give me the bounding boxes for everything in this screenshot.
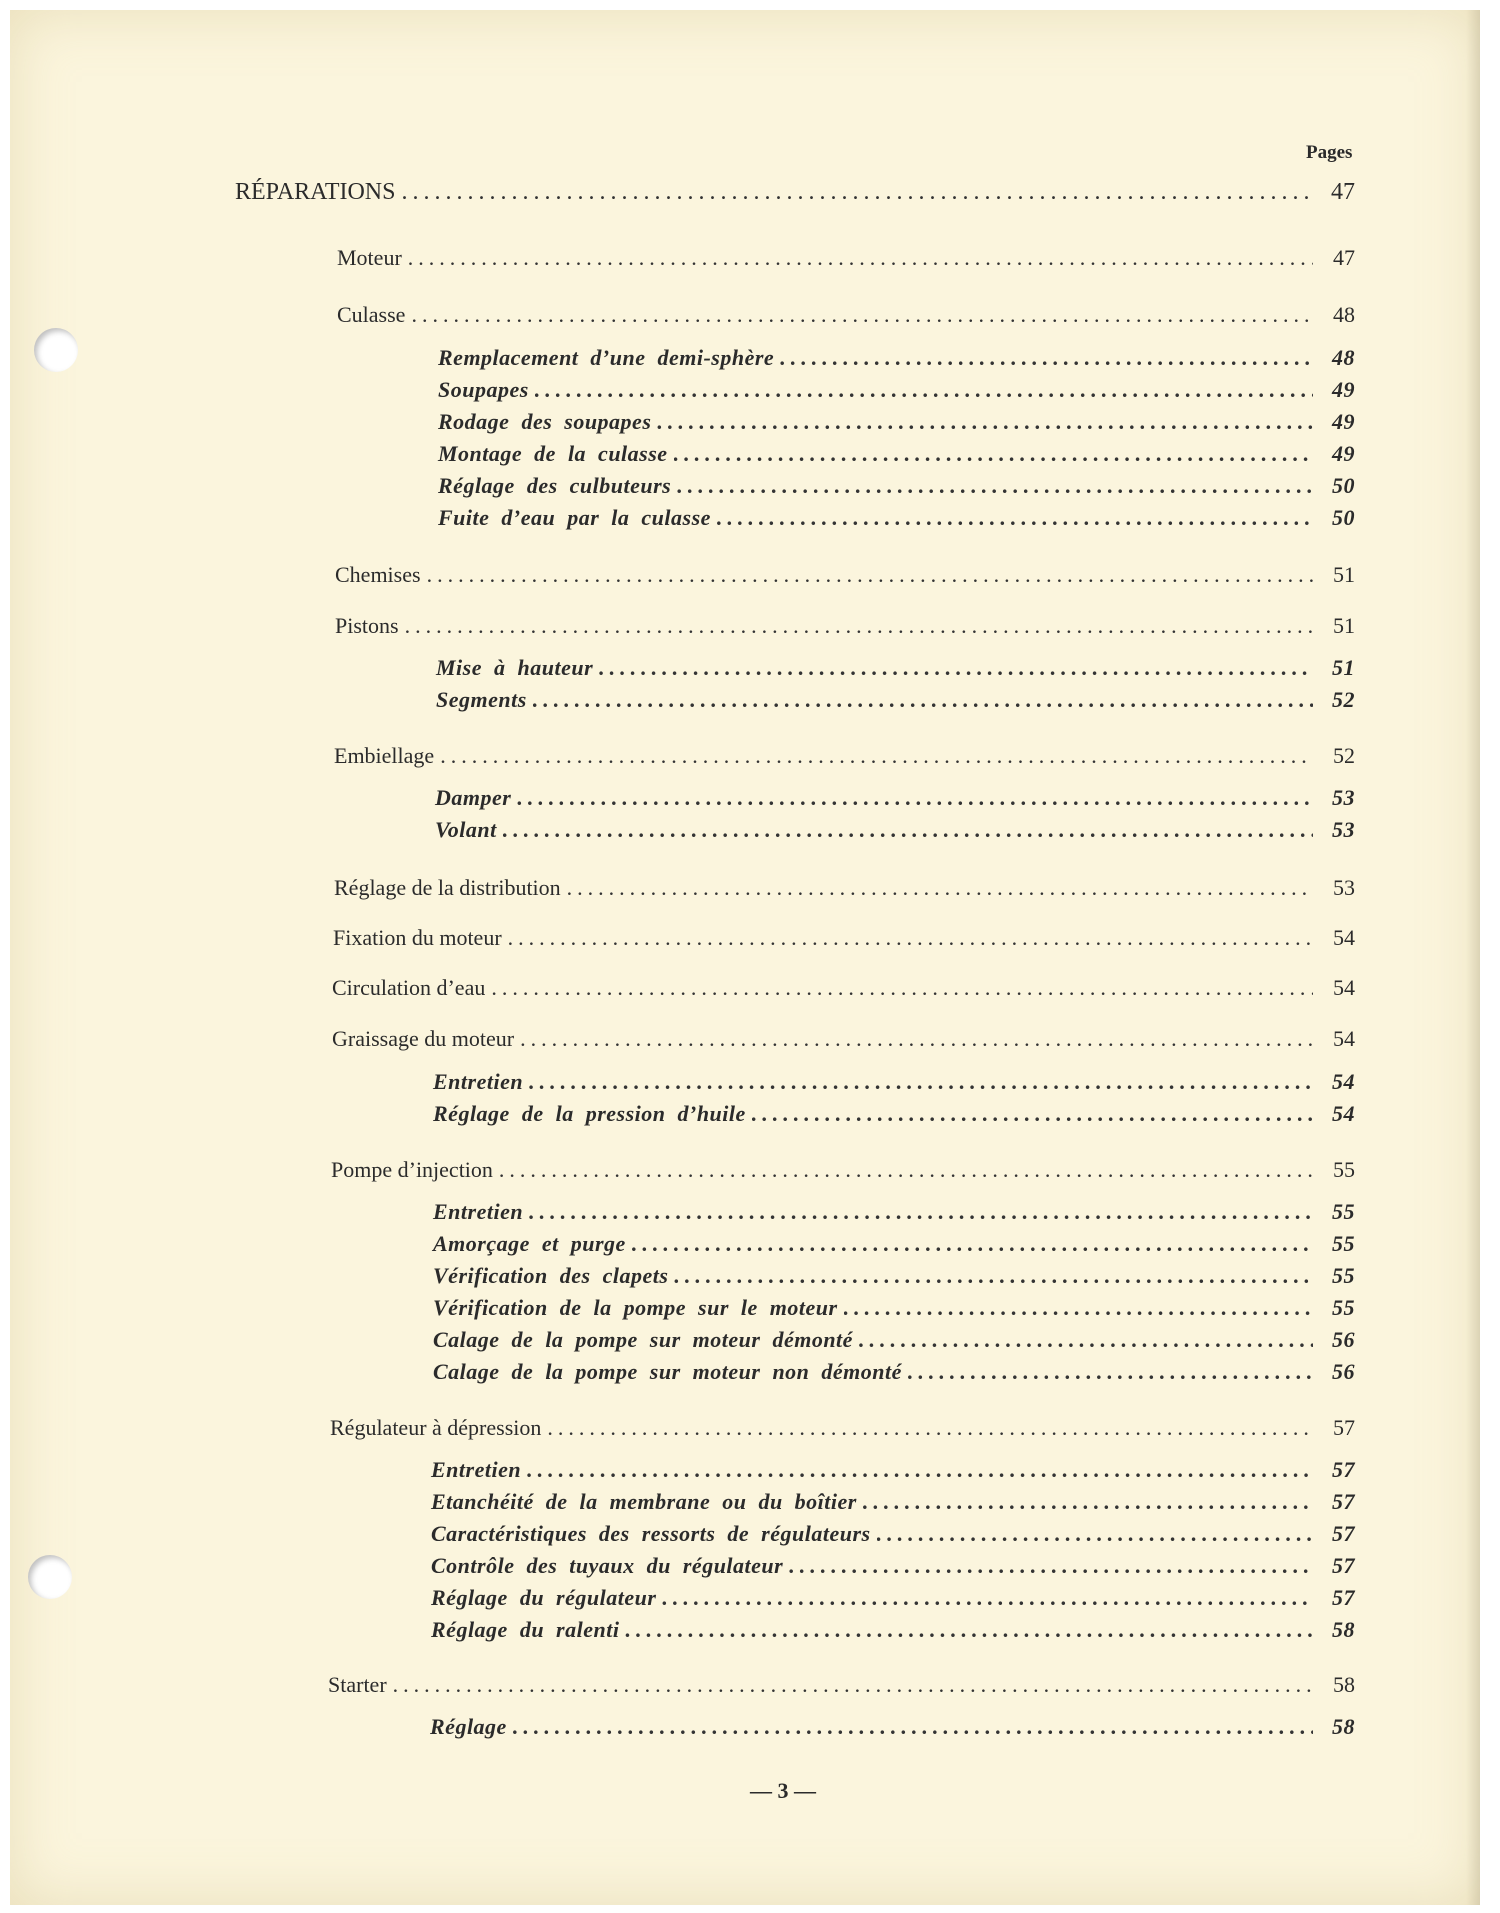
toc-label: Calage de la pompe sur moteur démonté: [433, 1327, 853, 1352]
toc-page-number: 49: [1332, 441, 1355, 466]
dot-leader: [752, 1099, 1313, 1129]
toc-label: Moteur: [337, 245, 402, 270]
toc-page-number: 58: [1332, 1714, 1355, 1739]
page-edge-shadow: [1466, 10, 1480, 1905]
toc-entry-chemises: [335, 560, 1355, 590]
toc-label: Soupapes: [438, 377, 529, 402]
toc-subentry: [431, 1519, 1355, 1549]
toc-page-number: 53: [1332, 785, 1355, 810]
toc-page-number: 50: [1332, 473, 1355, 498]
toc-page-number: 49: [1332, 377, 1355, 402]
toc-label: Graissage du moteur: [332, 1026, 515, 1051]
toc-subentry: [438, 407, 1355, 437]
dot-leader: [599, 653, 1313, 683]
toc-entry-starter: [328, 1670, 1355, 1700]
dot-leader: [513, 1712, 1313, 1742]
toc-label: Remplacement d’une demi-sphère: [438, 345, 775, 370]
dot-leader: [427, 560, 1313, 590]
dot-leader: [529, 1197, 1313, 1227]
toc-label: RÉPARATIONS: [235, 179, 396, 205]
toc-page-number: 47: [1331, 179, 1355, 205]
toc-page-number: 48: [1332, 345, 1355, 370]
toc-label: Vérification de la pompe sur le moteur: [433, 1295, 838, 1320]
toc-page-number: 57: [1333, 1415, 1355, 1440]
toc-label: Circulation d’eau: [332, 975, 486, 1000]
toc-subentry: [438, 375, 1355, 405]
toc-page-number: 57: [1332, 1585, 1355, 1610]
toc-label: Réglage du régulateur: [431, 1585, 657, 1610]
dot-leader: [632, 1229, 1313, 1259]
toc-subentry: [433, 1357, 1355, 1387]
toc-entry-regulateur-depression: [330, 1413, 1355, 1443]
toc-subentry: [431, 1455, 1355, 1485]
dot-leader: [508, 923, 1313, 953]
dot-leader: [662, 1583, 1313, 1613]
toc-label: Fixation du moteur: [333, 925, 502, 950]
dot-leader: [547, 1413, 1313, 1443]
dot-leader: [657, 407, 1313, 437]
toc-subentry: [436, 685, 1355, 715]
toc-subentry: [435, 815, 1355, 845]
dot-leader: [908, 1357, 1313, 1387]
toc-page-number: 54: [1332, 1101, 1355, 1126]
toc-label: Rodage des soupapes: [438, 409, 652, 434]
dot-leader: [411, 300, 1313, 330]
page-number-footer: — 3 —: [750, 1778, 816, 1803]
toc-entry-circulation-eau: [332, 973, 1355, 1003]
dot-leader: [527, 1455, 1313, 1485]
toc-label: Amorçage et purge: [433, 1231, 626, 1256]
toc-subentry: [430, 1712, 1355, 1742]
toc-page-number: 56: [1332, 1359, 1355, 1384]
toc-page-number: 51: [1332, 655, 1355, 680]
dot-leader: [844, 1293, 1313, 1323]
toc-label: Damper: [435, 785, 512, 810]
toc-subentry: [431, 1487, 1355, 1517]
toc-subentry: [438, 343, 1355, 373]
toc-page-number: 54: [1333, 925, 1355, 950]
toc-page-number: 47: [1333, 245, 1355, 270]
dot-leader: [567, 873, 1313, 903]
toc-label: Réglage de la distribution: [334, 875, 561, 900]
toc-label: Mise à hauteur: [436, 655, 594, 680]
dot-leader: [789, 1551, 1313, 1581]
dot-leader: [440, 741, 1313, 771]
toc-page-number: 50: [1332, 505, 1355, 530]
dot-leader: [674, 439, 1313, 469]
dot-leader: [520, 1024, 1313, 1054]
dot-leader: [408, 243, 1313, 273]
toc-page-number: 58: [1333, 1672, 1355, 1697]
dot-leader: [859, 1325, 1313, 1355]
pages-column-header: Pages: [1306, 142, 1353, 163]
dot-leader: [533, 685, 1313, 715]
toc-label: Réglage des culbuteurs: [438, 473, 672, 498]
toc-label: Réglage: [430, 1714, 507, 1739]
toc-label: Pompe d’injection: [331, 1157, 493, 1182]
toc-entry-reglage-distribution: [334, 873, 1355, 903]
toc-page-number: 51: [1333, 562, 1355, 587]
toc-page-number: 57: [1332, 1489, 1355, 1514]
dot-leader: [625, 1615, 1313, 1645]
toc-subentry: [433, 1261, 1355, 1291]
dot-leader: [863, 1487, 1313, 1517]
toc-entry-pompe-injection: [331, 1155, 1355, 1185]
toc-subentry: [438, 439, 1355, 469]
toc-label: Montage de la culasse: [438, 441, 668, 466]
toc-entry-reparations: [235, 177, 1355, 207]
toc-label: Starter: [328, 1672, 387, 1697]
toc-label: Pistons: [335, 613, 399, 638]
dot-leader: [677, 471, 1313, 501]
dot-leader: [517, 783, 1313, 813]
dot-leader: [535, 375, 1313, 405]
dot-leader: [717, 503, 1313, 533]
toc-page-number: 54: [1333, 975, 1355, 1000]
toc-label: Calage de la pompe sur moteur non démonté: [433, 1359, 902, 1384]
toc-page-number: 52: [1332, 687, 1355, 712]
dot-leader: [674, 1261, 1313, 1291]
toc-page-number: 55: [1332, 1295, 1355, 1320]
dot-leader: [877, 1519, 1313, 1549]
toc-page-number: 57: [1332, 1521, 1355, 1546]
toc-label: Entretien: [433, 1069, 524, 1094]
punch-hole-top: [34, 328, 78, 372]
toc-label: Vérification des clapets: [433, 1263, 669, 1288]
toc-entry-graissage-moteur: [332, 1024, 1355, 1054]
toc-label: Réglage de la pression d’huile: [433, 1101, 746, 1126]
toc-entry-culasse: [337, 300, 1355, 330]
toc-subentry: [433, 1099, 1355, 1129]
dot-leader: [503, 815, 1313, 845]
dot-leader: [780, 343, 1313, 373]
toc-page-number: 56: [1332, 1327, 1355, 1352]
dot-leader: [491, 973, 1313, 1003]
toc-page-number: 54: [1332, 1069, 1355, 1094]
toc-subentry: [431, 1615, 1355, 1645]
toc-label: Entretien: [431, 1457, 522, 1482]
toc-subentry: [438, 471, 1355, 501]
punch-hole-bottom: [28, 1555, 72, 1599]
toc-subentry: [431, 1551, 1355, 1581]
toc-label: Contrôle des tuyaux du régulateur: [431, 1553, 784, 1578]
toc-label: Volant: [435, 817, 497, 842]
toc-entry-embiellage: [334, 741, 1355, 771]
dot-leader: [499, 1155, 1313, 1185]
dot-leader: [529, 1067, 1313, 1097]
toc-page-number: 57: [1332, 1457, 1355, 1482]
toc-subentry: [433, 1197, 1355, 1227]
toc-entry-pistons: [335, 611, 1355, 641]
toc-page-number: 54: [1333, 1026, 1355, 1051]
toc-subentry: [433, 1067, 1355, 1097]
toc-page-number: 52: [1333, 743, 1355, 768]
toc-label: Chemises: [335, 562, 421, 587]
toc-page-number: 57: [1332, 1553, 1355, 1578]
toc-subentry: [433, 1325, 1355, 1355]
dot-leader: [405, 611, 1313, 641]
toc-page-number: 55: [1332, 1199, 1355, 1224]
toc-subentry: [431, 1583, 1355, 1613]
toc-label: Entretien: [433, 1199, 524, 1224]
toc-page-number: 53: [1332, 817, 1355, 842]
toc-entry-moteur: [337, 243, 1355, 273]
toc-page-number: 53: [1333, 875, 1355, 900]
toc-subentry: [433, 1293, 1355, 1323]
toc-label: Régulateur à dépression: [330, 1415, 542, 1440]
toc-subentry: [436, 653, 1355, 683]
toc-label: Etanchéité de la membrane ou du boîtier: [431, 1489, 857, 1514]
toc-label: Embiellage: [334, 743, 435, 768]
toc-page-number: 55: [1332, 1263, 1355, 1288]
toc-label: Segments: [436, 687, 527, 712]
toc-subentry: [433, 1229, 1355, 1259]
toc-label: Caractéristiques des ressorts de régulateurs: [431, 1521, 871, 1546]
toc-subentry: [438, 503, 1355, 533]
toc-entry-fixation-moteur: [333, 923, 1355, 953]
toc-label: Réglage du ralenti: [431, 1617, 620, 1642]
toc-page-number: 55: [1333, 1157, 1355, 1182]
toc-page-number: 48: [1333, 302, 1355, 327]
toc-page-number: 49: [1332, 409, 1355, 434]
toc-page-number: 55: [1332, 1231, 1355, 1256]
dot-leader: [393, 1670, 1313, 1700]
toc-label: Fuite d’eau par la culasse: [438, 505, 711, 530]
toc-subentry: [435, 783, 1355, 813]
dot-leader: [402, 177, 1314, 207]
toc-page-number: 51: [1333, 613, 1355, 638]
document-page: [10, 10, 1480, 1905]
toc-label: Culasse: [337, 302, 406, 327]
toc-page-number: 58: [1332, 1617, 1355, 1642]
